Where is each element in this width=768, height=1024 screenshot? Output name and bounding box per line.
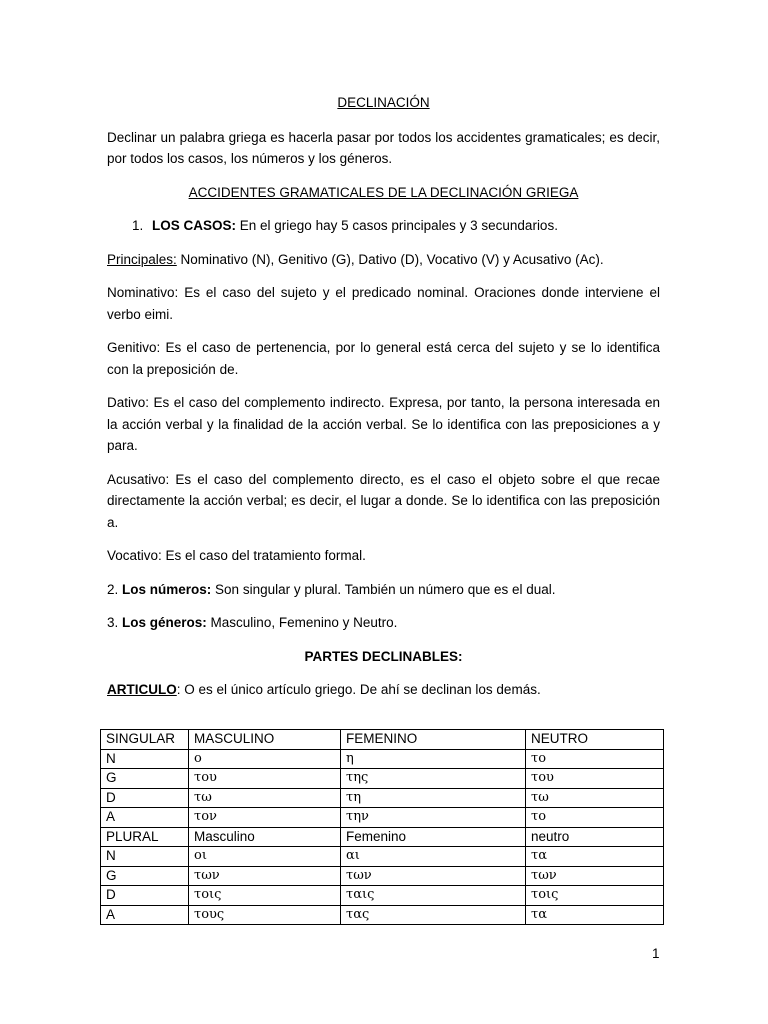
document-page bbox=[107, 92, 660, 701]
numeros-number: 2. bbox=[107, 581, 119, 597]
casos-text: En el griego hay 5 casos principales y 3 secundarios. bbox=[236, 218, 558, 233]
dativo-label: Dativo: bbox=[107, 395, 150, 410]
table-cell: οι bbox=[189, 847, 341, 867]
numeros-text: Son singular y plural. También un número que es el dual. bbox=[211, 581, 556, 597]
table-cell: τοις bbox=[526, 886, 664, 906]
table-cell: ταις bbox=[341, 886, 526, 906]
dativo-text: Es el caso del complemento indirecto. Expresa, por tanto, la persona interesada en la acción verbal y la finalidad de la acción verbal. Se lo identifica con las preposiciones a y para. bbox=[107, 395, 660, 453]
principales-text: Nominativo (N), Genitivo (G), Dativo (D), Vocativo (V) y Acusativo (Ac). bbox=[176, 251, 604, 267]
table-cell: των bbox=[341, 866, 526, 886]
row-label-cell: G bbox=[101, 866, 189, 886]
articulo-text: : O es el único artículo griego. De ahí se declinan los demás. bbox=[176, 682, 541, 697]
genitivo-label: Genitivo: bbox=[107, 340, 161, 355]
list-item-casos bbox=[107, 215, 660, 237]
table-row bbox=[101, 769, 664, 789]
nominativo-text: Es el caso del sujeto y el predicado nominal. Oraciones donde interviene el verbo eimi. bbox=[107, 285, 660, 322]
generos-number: 3. bbox=[107, 615, 119, 630]
generos-text: Masculino, Femenino y Neutro. bbox=[206, 615, 398, 630]
table-cell: των bbox=[189, 866, 341, 886]
acusativo-paragraph bbox=[107, 469, 660, 534]
articulo-paragraph bbox=[107, 679, 660, 701]
table-cell: αι bbox=[341, 847, 526, 867]
table-cell: των bbox=[526, 866, 664, 886]
principales-label: Principales: bbox=[107, 251, 177, 267]
table-cell: Femenino bbox=[341, 827, 526, 847]
genitivo-text: Es el caso de pertenencia, por lo general está cerca del sujeto y se lo identifica con la preposición de. bbox=[107, 340, 660, 377]
table-row bbox=[101, 788, 664, 808]
row-label-cell: PLURAL bbox=[101, 827, 189, 847]
vocativo-text: Es el caso del tratamiento formal. bbox=[161, 548, 366, 563]
vocativo-paragraph bbox=[107, 545, 660, 567]
article-declension-table bbox=[100, 729, 664, 925]
row-label-cell: D bbox=[101, 788, 189, 808]
dativo-paragraph bbox=[107, 392, 660, 457]
table-row bbox=[101, 847, 664, 867]
numeros-paragraph bbox=[107, 579, 660, 601]
table-cell: της bbox=[341, 769, 526, 789]
table-cell: το bbox=[526, 749, 664, 769]
genitivo-paragraph bbox=[107, 337, 660, 380]
table-row bbox=[101, 749, 664, 769]
table-cell: το bbox=[526, 808, 664, 828]
principales-paragraph bbox=[107, 249, 660, 271]
table-row bbox=[101, 808, 664, 828]
casos-label: LOS CASOS: bbox=[152, 218, 237, 233]
nominativo-label: Nominativo: bbox=[107, 285, 179, 300]
table-cell: τη bbox=[341, 788, 526, 808]
row-label-cell: G bbox=[101, 769, 189, 789]
table-cell: neutro bbox=[526, 827, 664, 847]
row-label-cell: SINGULAR bbox=[101, 730, 189, 750]
table-row bbox=[101, 730, 664, 750]
table-cell: ο bbox=[189, 749, 341, 769]
table-row bbox=[101, 905, 664, 925]
numeros-label: Los números: bbox=[122, 581, 212, 597]
row-label-cell: A bbox=[101, 905, 189, 925]
table-cell: FEMENINO bbox=[341, 730, 526, 750]
document-title: DECLINACIÓN bbox=[337, 95, 430, 110]
row-label-cell: D bbox=[101, 886, 189, 906]
row-label-cell: A bbox=[101, 808, 189, 828]
table-row bbox=[101, 886, 664, 906]
table-cell: η bbox=[341, 749, 526, 769]
table-row bbox=[101, 866, 664, 886]
vocativo-label: Vocativo: bbox=[107, 548, 162, 563]
table-cell: τους bbox=[189, 905, 341, 925]
generos-label: Los géneros: bbox=[122, 615, 207, 630]
table-cell: τω bbox=[526, 788, 664, 808]
nominativo-paragraph bbox=[107, 282, 660, 325]
table-cell: τω bbox=[189, 788, 341, 808]
table-cell: του bbox=[189, 769, 341, 789]
table-cell: του bbox=[526, 769, 664, 789]
acusativo-text: Es el caso del complemento directo, es el caso el objeto sobre el que recae directamente la acción verbal; es decir, el lugar a donde. Se lo identifica con las preposición a. bbox=[107, 471, 660, 530]
partes-title-text: PARTES DECLINABLES: bbox=[304, 648, 463, 664]
intro-paragraph: Declinar un palabra griega es hacerla pasar por todos los accidentes gramaticales; es decir, por todos los casos, los números y los géneros. bbox=[107, 129, 660, 166]
generos-paragraph bbox=[107, 612, 660, 634]
list-number: 1. bbox=[132, 218, 144, 233]
table-cell: τον bbox=[189, 808, 341, 828]
page-number: 1 bbox=[652, 946, 660, 961]
table-row bbox=[101, 827, 664, 847]
table-cell: την bbox=[341, 808, 526, 828]
table-cell: MASCULINO bbox=[189, 730, 341, 750]
acusativo-label: Acusativo: bbox=[107, 471, 170, 487]
table-cell: τα bbox=[526, 847, 664, 867]
table-cell: Masculino bbox=[189, 827, 341, 847]
table-cell: τοις bbox=[189, 886, 341, 906]
table-cell: NEUTRO bbox=[526, 730, 664, 750]
articulo-label: ARTICULO bbox=[107, 682, 177, 697]
section-title: ACCIDENTES GRAMATICALES DE LA DECLINACIÓN GRIEGA bbox=[188, 184, 579, 200]
partes-title bbox=[107, 646, 660, 668]
table-cell: τα bbox=[526, 905, 664, 925]
table-cell: τας bbox=[341, 905, 526, 925]
row-label-cell: N bbox=[101, 749, 189, 769]
row-label-cell: N bbox=[101, 847, 189, 867]
